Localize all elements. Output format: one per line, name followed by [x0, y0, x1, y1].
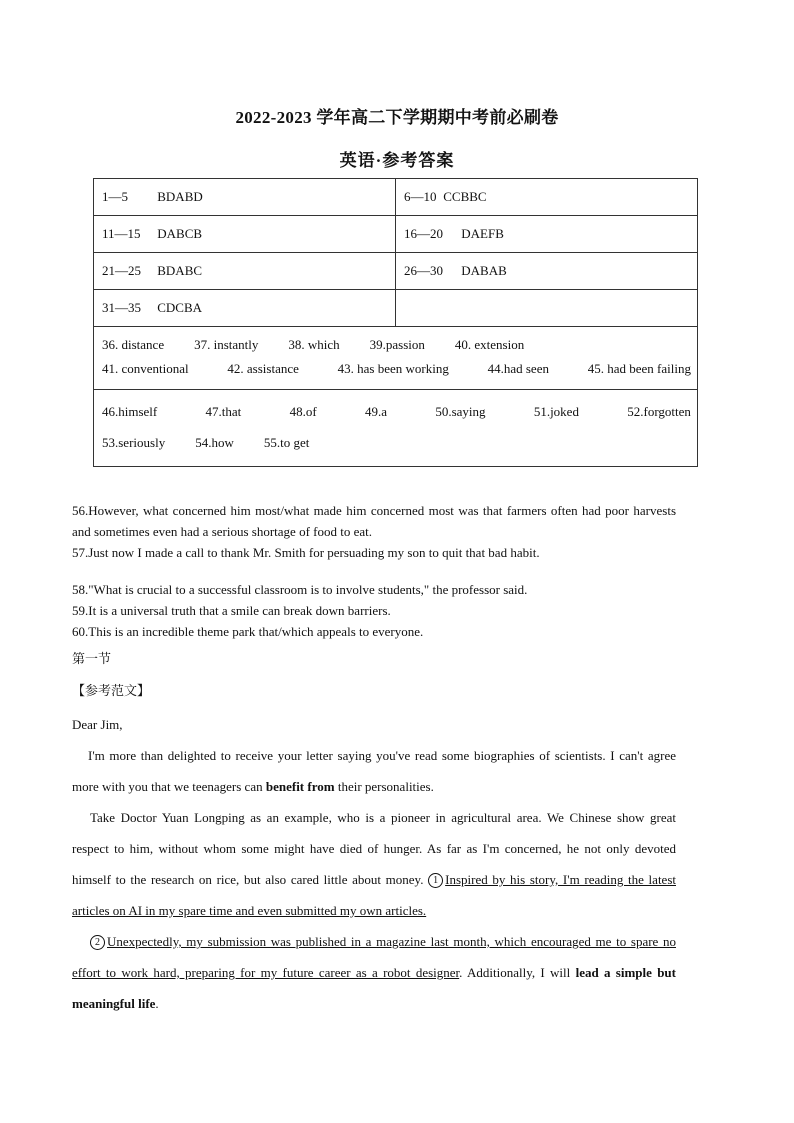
- empty-cell: [396, 290, 698, 327]
- translation-57: 57.Just now I made a call to thank Mr. Smith for persuading my son to quit that bad habit.: [72, 545, 540, 560]
- table-row: [94, 216, 698, 253]
- answer-item: 50.saying: [435, 404, 486, 419]
- essay-text: I'm more than delighted to receive your letter saying you've read some biographies of scientists. I can't agree more with you that we teenagers can: [72, 748, 676, 794]
- essay-underlined-sentence: Unexpectedly, my submission was published in a magazine last month, which encouraged me to spare no effort to work hard, preparing for my future career as a robot designer: [72, 934, 676, 980]
- question-range: 31—35: [102, 300, 141, 315]
- answer-key: DABAB: [461, 263, 507, 278]
- table-row: [94, 179, 698, 216]
- answer-item: 38. which: [288, 337, 340, 352]
- answer-cell: [94, 253, 396, 290]
- answer-item: 41. conventional: [102, 361, 189, 376]
- answer-key: DAEFB: [461, 226, 504, 241]
- answer-cell: [396, 253, 698, 290]
- essay-underlined-sentence: Inspired by his story, I'm reading the latest articles on AI in my spare time and even submitted my own articles.: [72, 872, 676, 918]
- answer-item: 53.seriously: [102, 435, 166, 450]
- answer-cell: [396, 216, 698, 253]
- answer-item: 45. had been failing: [587, 361, 691, 376]
- answer-item: 37. instantly: [194, 337, 259, 352]
- answer-item: 39.passion: [369, 337, 425, 352]
- essay-text: .: [155, 996, 159, 1011]
- table-row: [94, 253, 698, 290]
- answer-key: CDCBA: [157, 300, 203, 315]
- table-row: [94, 290, 698, 327]
- question-range: 11—15: [102, 226, 141, 241]
- circled-number-marker: 2: [90, 935, 105, 950]
- answer-item: 54.how: [195, 435, 234, 450]
- essay-text: . Additionally, I will: [459, 965, 576, 980]
- answer-key: DABCB: [157, 226, 203, 241]
- answer-item: 47.that: [205, 404, 242, 419]
- translation-56: 56.However, what concerned him most/what made him concerned most was that farmers often had poor harvests and sometimes even had a serious shortage of food to eat.: [72, 503, 676, 539]
- answer-key: CCBBC: [443, 189, 487, 204]
- answer-cell: [94, 179, 396, 216]
- answer-item: 51.joked: [533, 404, 579, 419]
- table-row: [94, 390, 698, 467]
- answer-line: [102, 427, 697, 458]
- answer-item: 42. assistance: [227, 361, 299, 376]
- essay-text: their personalities.: [334, 779, 434, 794]
- cloze-cell: [94, 390, 698, 467]
- translation-58: 58."What is crucial to a successful classroom is to involve students," the professor said.: [72, 582, 528, 597]
- circled-number-marker: 1: [428, 873, 443, 888]
- model-essay-label: 【参考范文】: [72, 683, 151, 698]
- answer-line: [102, 357, 697, 381]
- answer-item: 43. has been working: [337, 361, 449, 376]
- table-row: [94, 327, 698, 390]
- answer-cell: [94, 216, 396, 253]
- essay-paragraph-1: [72, 740, 676, 802]
- answer-table: [93, 178, 698, 467]
- answer-item: 36. distance: [102, 337, 165, 352]
- translation-block-1: [72, 500, 676, 563]
- translation-block-2: [72, 579, 676, 642]
- answer-cell: [396, 179, 698, 216]
- question-range: 1—5: [102, 189, 128, 204]
- page-title: 2022-2023 学年高二下学期期中考前必刷卷: [235, 108, 559, 127]
- essay-paragraph-2: [72, 802, 676, 926]
- answer-item: 40. extension: [454, 337, 525, 352]
- model-essay: [72, 709, 676, 1019]
- grammar-fill-cell: [94, 327, 698, 390]
- essay-greeting: Dear Jim,: [72, 717, 123, 732]
- answer-key: BDABC: [157, 263, 203, 278]
- question-range: 21—25: [102, 263, 141, 278]
- translation-59: 59.It is a universal truth that a smile can break down barriers.: [72, 603, 391, 618]
- essay-bold-phrase: benefit from: [265, 779, 335, 794]
- section-label: 第一节: [72, 651, 112, 666]
- question-range: 6—10: [404, 189, 437, 204]
- translation-60: 60.This is an incredible theme park that/which appeals to everyone.: [72, 624, 424, 639]
- essay-text: Take Doctor Yuan Longping as an example, who is a pioneer in agricultural area. We Chinese show great respect to him, without whom some might have died of hunger. As far as I'm concerned, he not only devoted himself to the research on rice, but also cared little about money.: [72, 810, 676, 887]
- answer-cell: [94, 290, 396, 327]
- question-range: 26—30: [404, 263, 443, 278]
- answer-item: 44.had seen: [487, 361, 549, 376]
- question-range: 16—20: [404, 226, 443, 241]
- answer-key: BDABD: [157, 189, 203, 204]
- answer-line: [102, 333, 697, 357]
- essay-paragraph-3: [72, 926, 676, 1019]
- answer-item: 49.a: [364, 404, 388, 419]
- answer-item: 48.of: [289, 404, 317, 419]
- answer-item: 52.forgotten: [627, 404, 691, 419]
- essay-bold-phrase: lead a simple but meaningful life: [72, 965, 676, 1011]
- answer-item: 46.himself: [102, 404, 158, 419]
- answer-item: 55.to get: [263, 435, 310, 450]
- page-subtitle: 英语·参考答案: [339, 151, 455, 170]
- answer-line: [102, 396, 697, 427]
